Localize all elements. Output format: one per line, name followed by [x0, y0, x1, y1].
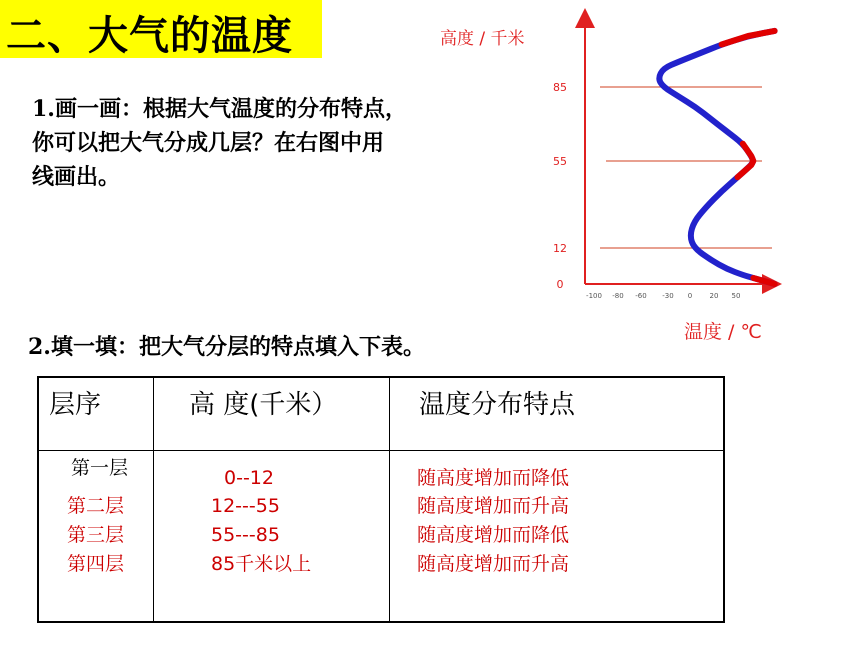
header-feature: 温度分布特点: [419, 390, 576, 420]
page-title: 二、大气的温度: [6, 13, 293, 59]
layers-table: [37, 376, 725, 623]
question-2: 2.填一填：把大气分层的特点填入下表。: [28, 334, 425, 360]
row-1-height: 0--12: [224, 467, 274, 489]
title-banner: [0, 0, 322, 58]
warm-curve-segment: [722, 31, 775, 45]
y-tick-label: 85: [553, 81, 567, 94]
row-2-feature: 随高度增加而升高: [417, 495, 570, 517]
warm-curve-segment: [738, 144, 754, 178]
row-4-height: 85千米以上: [211, 553, 312, 575]
x-axis-label: 温度 / ℃: [684, 321, 762, 343]
table-divider: [389, 378, 390, 621]
x-tick-label: 0: [687, 292, 693, 300]
row-1-feature: 随高度增加而降低: [417, 467, 570, 489]
temperature-curve: [659, 31, 774, 284]
x-tick-label: -30: [662, 292, 674, 300]
y-tick-label: 12: [553, 242, 567, 255]
x-tick-label: -100: [586, 292, 602, 300]
row-2-height: 12---55: [211, 495, 280, 517]
row-4-feature: 随高度增加而升高: [417, 553, 570, 575]
x-tick-label: 50: [731, 292, 741, 300]
header-layer: 层序: [49, 390, 102, 420]
question-1: [32, 92, 502, 194]
temperature-profile-chart: [440, 10, 800, 350]
temperature-curve-line: [659, 31, 774, 284]
y-axis-label: 高度 / 千米: [440, 29, 525, 49]
row-3-feature: 随高度增加而降低: [417, 524, 570, 546]
x-tick-label: -60: [635, 292, 647, 300]
question-1-line: 线画出。: [32, 164, 121, 190]
axes: [585, 18, 772, 284]
header-height: 高 度(千米）: [189, 390, 338, 420]
x-tick-label: -80: [612, 292, 624, 300]
x-tick-label: 20: [709, 292, 719, 300]
y-tick-label: 0: [556, 278, 564, 291]
row-1-layer: 第一层: [71, 457, 129, 479]
row-2-layer: 第二层: [67, 495, 125, 517]
row-3-layer: 第三层: [67, 524, 125, 546]
tick-labels: [553, 81, 740, 300]
table-divider: [39, 450, 723, 451]
table-divider: [153, 378, 154, 621]
row-3-height: 55---85: [211, 524, 280, 546]
row-4-layer: 第四层: [67, 553, 125, 575]
question-1-line: 你可以把大气分成几层？在右图中用: [32, 130, 385, 156]
y-tick-label: 55: [553, 155, 567, 168]
question-1-line: 1.画一画：根据大气温度的分布特点，: [32, 96, 407, 122]
